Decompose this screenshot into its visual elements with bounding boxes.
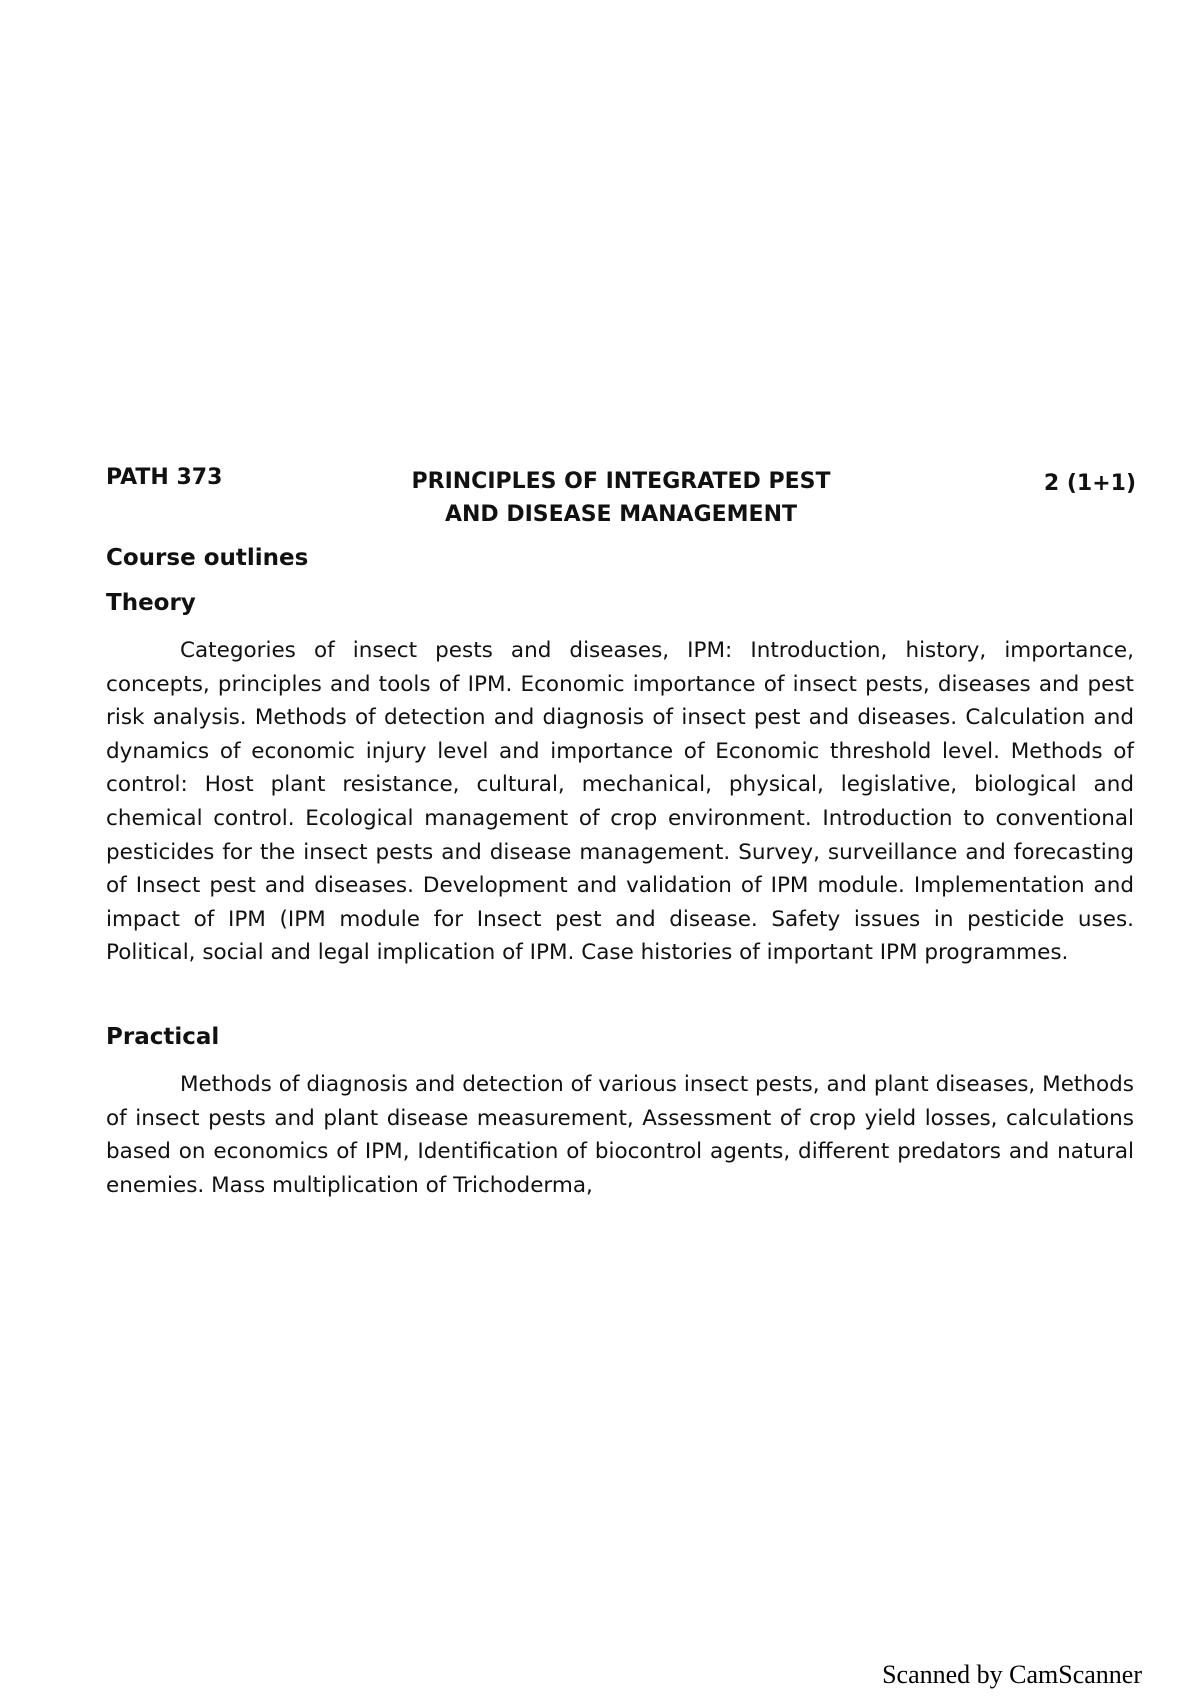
course-title-line-2: AND DISEASE MANAGEMENT: [444, 502, 798, 527]
course-outlines-heading: Course outlines: [106, 545, 309, 571]
course-code: PATH 373: [106, 465, 223, 490]
theory-heading: Theory: [106, 590, 196, 616]
practical-heading: Practical: [106, 1024, 220, 1050]
course-header: [106, 465, 1136, 535]
course-credits: 2 (1+1): [1043, 471, 1136, 496]
practical-paragraph: Methods of diagnosis and detection of various insect pests, and plant diseases, Methods of insect pests and plant disease measurement, Assessment of crop yield losses, calculations based on economics of IPM, Identification of biocontrol agents, different predators and natural enemies. Mass multiplication of Trichoderma,: [106, 1072, 1134, 1198]
course-title: [356, 465, 886, 531]
scanner-watermark: Scanned by CamScanner: [882, 1660, 1142, 1689]
course-title-line-1: PRINCIPLES OF INTEGRATED PEST: [411, 469, 831, 494]
theory-paragraph: Categories of insect pests and diseases, IPM: Introduction, history, importance, concepts, principles and tools of IPM. Economic importance of insect pests, diseases and pest risk analysis. Methods of detection and diagnosis of insect pest and diseases. Calculation and dynamics of economic injury level and importance of Economic threshold level. Methods of control: Host plant resistance, cultural, mechanical, physical, legislative, biological and chemical control. Ecological management of crop environment. Introduction to conventional pesticides for the insect pests and disease management. Survey, surveillance and forecasting of Insect pest and diseases. Development and validation of IPM module. Implementation and impact of IPM (IPM module for Insect pest and disease. Safety issues in pesticide uses. Political, social and legal implication of IPM. Case histories of important IPM programmes.: [106, 638, 1134, 966]
